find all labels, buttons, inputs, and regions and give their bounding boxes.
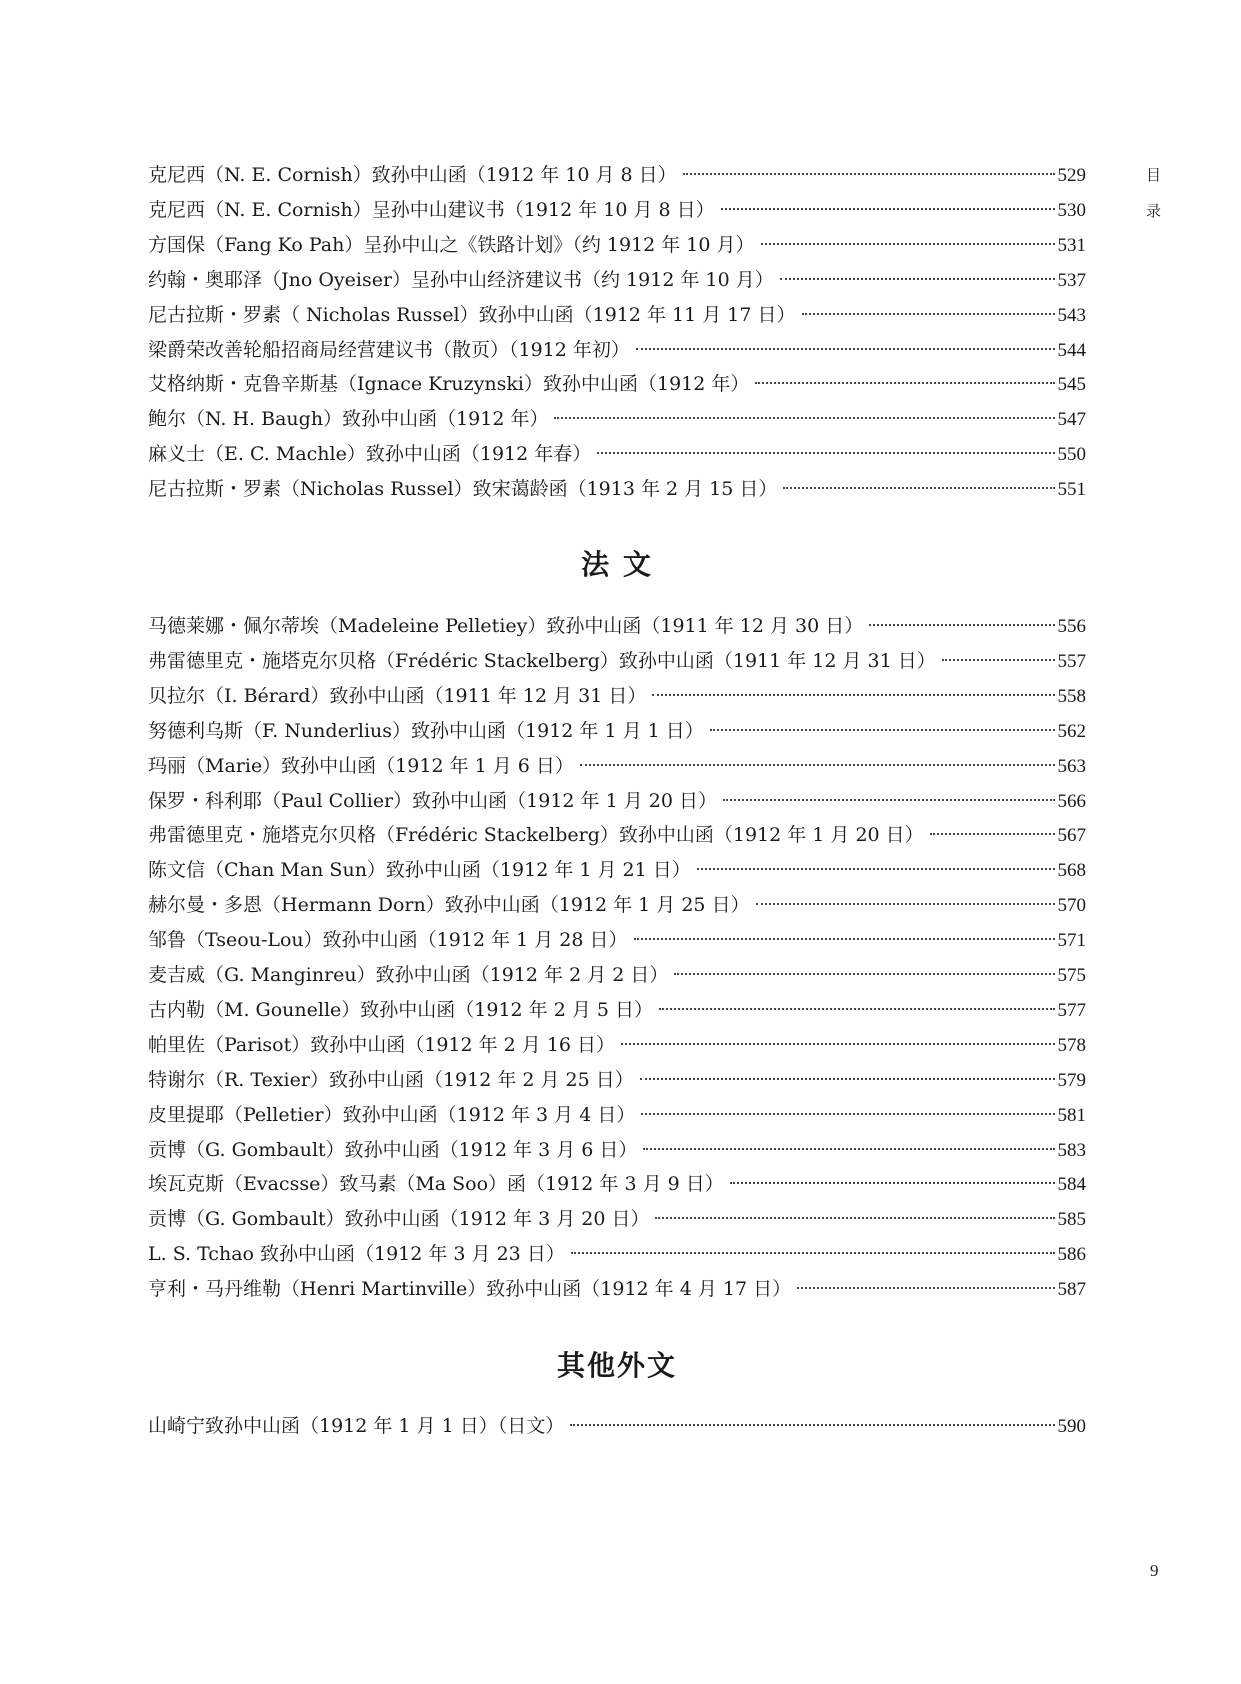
toc-entry-page: 575 — [1057, 965, 1086, 986]
toc-dot-leader — [580, 764, 1055, 766]
toc-entry-page: 550 — [1057, 444, 1086, 466]
toc-dot-leader — [640, 1078, 1055, 1080]
toc-dot-leader — [571, 1252, 1055, 1254]
toc-dot-leader — [655, 1217, 1054, 1219]
toc-entry-title: 帕里佐（Parisot）致孙中山函（1912 年 2 月 16 日） — [148, 1033, 616, 1056]
toc-entry-page: 568 — [1057, 860, 1086, 882]
toc-dot-leader — [723, 799, 1055, 801]
section-heading: 法 文 — [581, 548, 653, 581]
toc-entry[interactable] — [148, 1409, 1086, 1443]
toc-entry-title: 皮里提耶（Pelletier）致孙中山函（1912 年 3 月 4 日） — [148, 1103, 636, 1126]
side-label-lu: 录 — [1146, 202, 1162, 220]
toc-dot-leader — [643, 1148, 1054, 1150]
toc-entry[interactable] — [148, 1028, 1086, 1062]
toc-dot-leader — [674, 973, 1054, 975]
toc-entry-title: 艾格纳斯・克鲁辛斯基（Ignace Kruzynski）致孙中山函（1912 年） — [148, 373, 750, 396]
toc-entry[interactable] — [148, 298, 1086, 332]
toc-entry[interactable] — [148, 1237, 1086, 1271]
toc-entry-page: 558 — [1057, 685, 1086, 707]
toc-entry-page: 585 — [1057, 1209, 1086, 1231]
toc-entry-page: 567 — [1057, 825, 1086, 847]
toc-entry-title: 麻义士（E. C. Machle）致孙中山函（1912 年春） — [148, 443, 592, 466]
toc-entry-page: 556 — [1057, 616, 1086, 637]
toc-entry[interactable] — [148, 1063, 1086, 1097]
toc-entry-page: 557 — [1057, 650, 1086, 672]
toc-entry[interactable] — [148, 1202, 1086, 1236]
toc-entry-title: 克尼西（N. E. Cornish）致孙中山函（1912 年 10 月 8 日） — [148, 164, 677, 186]
toc-dot-leader — [761, 243, 1055, 245]
toc-entry[interactable] — [148, 333, 1086, 367]
toc-entry-title: 保罗・科利耶（Paul Collier）致孙中山函（1912 年 1 月 20 日） — [148, 789, 717, 812]
toc-entry-title: 亨利・马丹维勒（Henri Martinville）致孙中山函（1912 年 4 月 17 日） — [148, 1278, 792, 1301]
toc-dot-leader — [930, 833, 1055, 835]
toc-entry-page: 579 — [1057, 1069, 1086, 1091]
page-number: 9 — [1150, 1561, 1159, 1580]
toc-dot-leader — [641, 1113, 1054, 1115]
toc-dot-leader — [755, 382, 1054, 384]
toc-entry-page: 587 — [1057, 1279, 1086, 1301]
toc-entry-title: 尼古拉斯・罗素（ Nicholas Russel）致孙中山函（1912 年 11 月 17 日） — [148, 303, 796, 326]
side-label-mu: 目 — [1146, 166, 1162, 184]
toc-entry-page: 562 — [1057, 720, 1086, 742]
toc-entry-title: 尼古拉斯・罗素（Nicholas Russel）致宋蔼龄函（1913 年 2 月 15 日） — [148, 478, 778, 501]
toc-entry[interactable] — [148, 888, 1086, 922]
toc-dot-leader — [756, 903, 1055, 905]
toc-entry-title: 鲍尔（N. H. Baugh）致孙中山函（1912 年） — [148, 408, 549, 431]
toc-entry-page: 537 — [1057, 269, 1086, 291]
toc-entry-title: 陈文信（Chan Man Sun）致孙中山函（1912 年 1 月 21 日） — [148, 859, 691, 882]
toc-entry[interactable] — [148, 993, 1086, 1027]
toc-entry-title: 方国保（Fang Ko Pah）呈孙中山之《铁路计划》（约 1912 年 10 月） — [148, 233, 755, 256]
toc-dot-leader — [597, 452, 1054, 454]
toc-entry[interactable] — [148, 784, 1086, 818]
toc-entry-title: 贝拉尔（I. Bérard）致孙中山函（1911 年 12 月 31 日） — [148, 684, 647, 707]
toc-dot-leader — [869, 624, 1054, 626]
toc-dot-leader — [730, 1182, 1055, 1184]
toc-entry[interactable] — [148, 818, 1086, 852]
toc-dot-leader — [621, 1043, 1054, 1045]
toc-entry-page: 590 — [1057, 1416, 1086, 1437]
toc-entry-page: 530 — [1057, 199, 1086, 221]
toc-entry-title: 山崎宁致孙中山函（1912 年 1 月 1 日）（日文） — [148, 1415, 565, 1437]
toc-dot-leader — [652, 694, 1054, 696]
toc-entry-title: 贡博（G. Gombault）致孙中山函（1912 年 3 月 20 日） — [148, 1208, 650, 1231]
toc-dot-leader — [697, 868, 1055, 870]
toc-entry[interactable] — [148, 853, 1086, 887]
toc-entry[interactable] — [148, 263, 1086, 297]
toc-entry[interactable] — [148, 644, 1086, 678]
toc-entry[interactable] — [148, 472, 1086, 506]
toc-dot-leader — [942, 659, 1055, 661]
toc-entry-page: 570 — [1057, 895, 1086, 917]
toc-entry-page: 571 — [1057, 930, 1086, 952]
toc-entry[interactable] — [148, 923, 1086, 957]
toc-entry[interactable] — [148, 609, 1086, 643]
toc-entry-title: 玛丽（Marie）致孙中山函（1912 年 1 月 6 日） — [148, 754, 574, 777]
toc-dot-leader — [780, 278, 1055, 280]
toc-dot-leader — [797, 1287, 1054, 1289]
toc-entry-page: 566 — [1057, 790, 1086, 812]
toc-entry-title: 古内勒（M. Gounelle）致孙中山函（1912 年 2 月 5 日） — [148, 998, 653, 1021]
toc-entry-page: 583 — [1057, 1139, 1086, 1161]
toc-entry-page: 581 — [1057, 1104, 1086, 1126]
toc-entry-page: 531 — [1057, 234, 1086, 256]
toc-entry-title: 贡博（G. Gombault）致孙中山函（1912 年 3 月 6 日） — [148, 1138, 638, 1161]
toc-entry-title: 弗雷德里克・施塔克尔贝格（Frédéric Stackelberg）致孙中山函（1911 年 12 月 31 日） — [148, 649, 936, 672]
toc-entry-title: 马德莱娜・佩尔蒂埃（Madeleine Pelletiey）致孙中山函（1911 年 12 月 30 日） — [148, 615, 864, 637]
toc-entry-page: 584 — [1057, 1174, 1086, 1196]
toc-dot-leader — [802, 313, 1055, 315]
toc-dot-leader — [683, 173, 1055, 175]
toc-entry-title: L. S. Tchao 致孙中山函（1912 年 3 月 23 日） — [148, 1243, 565, 1266]
toc-entry-page: 547 — [1057, 409, 1086, 431]
toc-entry[interactable] — [148, 1272, 1086, 1306]
toc-entry-title: 特谢尔（R. Texier）致孙中山函（1912 年 2 月 25 日） — [148, 1068, 634, 1091]
toc-dot-leader — [783, 487, 1054, 489]
toc-entry-page: 563 — [1057, 755, 1086, 777]
toc-entry[interactable] — [148, 958, 1086, 992]
toc-entry-title: 克尼西（N. E. Cornish）呈孙中山建议书（1912 年 10 月 8 日） — [148, 198, 715, 221]
toc-entry[interactable] — [148, 193, 1086, 227]
section-heading: 其他外文 — [556, 1349, 677, 1382]
toc-dot-leader — [659, 1008, 1055, 1010]
toc-entry[interactable] — [148, 1133, 1086, 1167]
toc-entry-page: 577 — [1057, 999, 1086, 1021]
toc-dot-leader — [721, 208, 1055, 210]
toc-entry-page: 586 — [1057, 1244, 1086, 1266]
toc-entry[interactable] — [148, 402, 1086, 436]
toc-entry-page: 551 — [1057, 479, 1086, 501]
toc-entry[interactable] — [148, 437, 1086, 471]
toc-entry-page: 529 — [1057, 165, 1086, 186]
toc-entry[interactable] — [148, 158, 1086, 192]
toc-entry[interactable] — [148, 1098, 1086, 1132]
toc-entry[interactable] — [148, 714, 1086, 748]
toc-dot-leader — [710, 729, 1055, 731]
toc-entry-title: 麦吉威（G. Manginreu）致孙中山函（1912 年 2 月 2 日） — [148, 964, 669, 986]
toc-dot-leader — [636, 348, 1055, 350]
toc-entry[interactable] — [148, 749, 1086, 783]
toc-entry-page: 544 — [1057, 339, 1086, 361]
toc-entry[interactable] — [148, 228, 1086, 262]
toc-entry-title: 弗雷德里克・施塔克尔贝格（Frédéric Stackelberg）致孙中山函（1912 年 1 月 20 日） — [148, 824, 924, 847]
toc-entry[interactable] — [148, 367, 1086, 401]
toc-entry-page: 543 — [1057, 304, 1086, 326]
toc-entry-title: 努德利乌斯（F. Nunderlius）致孙中山函（1912 年 1 月 1 日） — [148, 719, 704, 742]
toc-entry-title: 约翰・奥耶泽（Jno Oyeiser）呈孙中山经济建议书（约 1912 年 10 月） — [148, 268, 774, 291]
toc-dot-leader — [634, 938, 1055, 940]
toc-entry[interactable] — [148, 1167, 1086, 1201]
toc-dot-leader — [570, 1424, 1054, 1426]
toc-entry-title: 埃瓦克斯（Evacsse）致马素（Ma Soo）函（1912 年 3 月 9 日） — [148, 1173, 724, 1196]
toc-entry-page: 578 — [1057, 1034, 1086, 1056]
toc-dot-leader — [554, 417, 1054, 419]
toc-entry-page: 545 — [1057, 374, 1086, 396]
toc-entry-title: 赫尔曼・多恩（Hermann Dorn）致孙中山函（1912 年 1 月 25 日） — [148, 894, 750, 917]
toc-entry[interactable] — [148, 679, 1086, 713]
toc-entry-title: 邹鲁（Tseou-Lou）致孙中山函（1912 年 1 月 28 日） — [148, 929, 628, 952]
toc-entry-title: 梁爵荣改善轮船招商局经营建议书（散页）（1912 年初） — [148, 338, 630, 361]
